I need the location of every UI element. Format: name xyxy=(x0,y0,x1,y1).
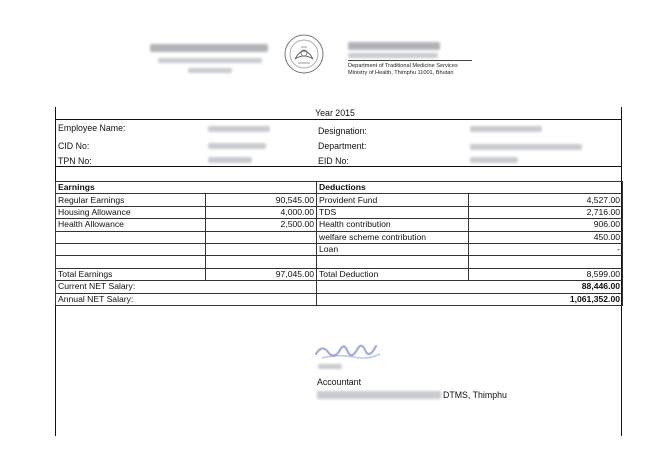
annual-net-label: Annual NET Salary: xyxy=(56,293,317,305)
blurred-signatory-office xyxy=(317,391,441,399)
blurred-employee-name xyxy=(208,126,270,132)
department-label: Department: xyxy=(318,141,367,151)
deduction-label: Loan xyxy=(317,243,469,255)
signatory-title: Accountant xyxy=(317,377,362,387)
current-net-row xyxy=(56,281,623,293)
deduction-label: Health contribution xyxy=(317,219,469,231)
earning-label: Regular Earnings xyxy=(56,194,206,206)
deduction-amount: 450.00 xyxy=(469,231,623,243)
signatory-location-line xyxy=(317,390,507,400)
cid-label: CID No: xyxy=(58,141,90,151)
total-earnings-amount: 97,045.00 xyxy=(206,268,317,280)
earning-amount: 90,545.00 xyxy=(206,194,317,206)
annual-net-row xyxy=(56,293,623,305)
employee-name-label: Employee Name: xyxy=(58,123,126,133)
blurred-org-name xyxy=(150,44,268,52)
deduction-label: Provident Fund xyxy=(317,194,469,206)
designation-label: Designation: xyxy=(318,126,367,136)
blurred-dept-name xyxy=(348,42,440,50)
table-row xyxy=(56,194,623,206)
blurred-signatory-name xyxy=(318,364,342,369)
total-earnings-label: Total Earnings xyxy=(56,268,206,280)
letterhead-rule xyxy=(348,60,472,61)
current-net-label: Current NET Salary: xyxy=(56,281,317,293)
info-top-border xyxy=(55,119,622,120)
earning-label xyxy=(56,231,206,243)
blurred-eid xyxy=(470,157,518,163)
deduction-label: TDS xyxy=(317,206,469,218)
table-row xyxy=(56,243,623,255)
info-bottom-border xyxy=(55,166,622,167)
deduction-amount: 2,716.00 xyxy=(469,206,623,218)
blurred-designation xyxy=(470,126,542,132)
earnings-header: Earnings xyxy=(56,182,317,194)
earning-amount: 2,500.00 xyxy=(206,219,317,231)
blurred-org-subtitle-2 xyxy=(188,68,232,73)
earning-amount: 4,000.00 xyxy=(206,206,317,218)
current-net-value: 88,446.00 xyxy=(317,281,623,293)
earning-amount xyxy=(206,243,317,255)
deduction-amount: 906.00 xyxy=(469,219,623,231)
deduction-amount: - xyxy=(469,243,623,255)
blurred-tpn xyxy=(208,157,252,163)
deductions-header: Deductions xyxy=(317,182,623,194)
signature-image xyxy=(314,338,384,364)
dept-line-2: Ministry of Health, Thimphu 11001, Bhutan xyxy=(348,70,454,76)
blurred-dept-subtitle xyxy=(348,53,438,58)
annual-net-value: 1,061,352.00 xyxy=(317,293,623,305)
tpn-label: TPN No: xyxy=(58,156,92,166)
pay-table-header xyxy=(56,182,623,194)
earning-label: Health Allowance xyxy=(56,219,206,231)
deduction-label xyxy=(317,256,469,268)
dept-line-1: Department of Traditional Medicine Services xyxy=(348,63,458,69)
total-deduction-label: Total Deduction xyxy=(317,268,469,280)
signatory-location: DTMS, Thimphu xyxy=(443,390,507,400)
eid-label: EID No: xyxy=(318,156,349,166)
earning-amount xyxy=(206,256,317,268)
deduction-label: welfare scheme contribution xyxy=(317,231,469,243)
year-label: Year 2015 xyxy=(315,108,355,118)
deduction-amount: 4,527.00 xyxy=(469,194,623,206)
earning-amount xyxy=(206,231,317,243)
table-row xyxy=(56,219,623,231)
earning-label xyxy=(56,243,206,255)
pay-table xyxy=(55,181,623,306)
earning-label: Housing Allowance xyxy=(56,206,206,218)
blurred-org-subtitle xyxy=(158,58,262,63)
total-deduction-amount: 8,599.00 xyxy=(469,268,623,280)
table-row xyxy=(56,206,623,218)
blurred-department xyxy=(470,144,582,150)
emblem-icon xyxy=(283,33,325,75)
earning-label xyxy=(56,256,206,268)
deduction-amount xyxy=(469,256,623,268)
table-row xyxy=(56,231,623,243)
totals-row xyxy=(56,268,623,280)
table-row xyxy=(56,256,623,268)
blurred-cid xyxy=(208,143,266,149)
